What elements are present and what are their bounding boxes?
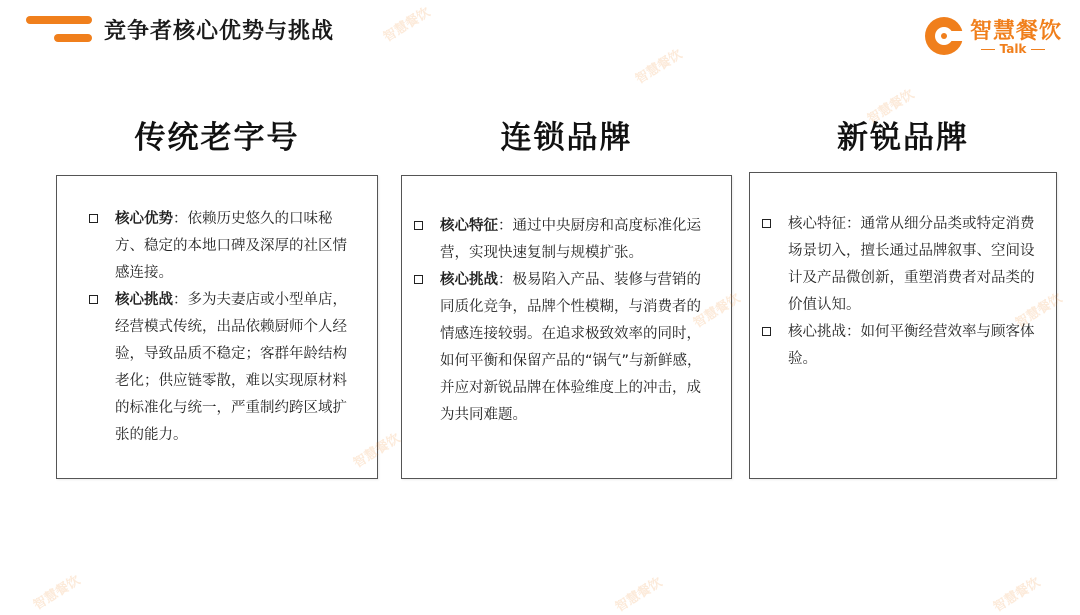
bullet-label: 核心优势 bbox=[115, 211, 173, 227]
column-title-traditional: 传统老字号 bbox=[134, 120, 300, 156]
accent-bar-top bbox=[26, 16, 92, 24]
checkbox-bullet-icon bbox=[762, 219, 771, 228]
bullet-text: ：通过中央厨房和高度标准化运营，实现快速复制与规模扩张。 bbox=[440, 218, 701, 261]
logo-mark-icon bbox=[922, 14, 966, 58]
bullet-text: ：如何平衡经营效率与顾客体验。 bbox=[788, 324, 1035, 367]
watermark: 智慧餐饮 bbox=[613, 575, 666, 615]
card-emerging bbox=[749, 172, 1057, 479]
watermark: 智慧餐饮 bbox=[865, 87, 918, 128]
list-item bbox=[762, 319, 1038, 373]
bullet-list bbox=[89, 206, 349, 449]
accent-bar-bottom bbox=[54, 34, 92, 42]
watermark: 智慧餐饮 bbox=[991, 575, 1044, 615]
brand-logo bbox=[922, 10, 1062, 60]
list-item bbox=[89, 206, 349, 287]
bullet-label: 核心挑战 bbox=[788, 324, 846, 340]
list-item bbox=[89, 287, 349, 449]
bullet-text: ：通常从细分品类或特定消费场景切入，擅长通过品牌叙事、空间设计及产品微创新，重塑消费者对品类的价值认知。 bbox=[788, 216, 1035, 313]
bullet-text: ：多为夫妻店或小型单店，经营模式传统，出品依赖厨师个人经验，导致品质不稳定；客群年龄结构老化；供应链零散，难以实现原材料的标准化与统一，严重制约跨区域扩张的能力。 bbox=[115, 292, 347, 443]
checkbox-bullet-icon bbox=[762, 327, 771, 336]
column-title-emerging: 新锐品牌 bbox=[837, 120, 969, 156]
logo-subtitle: Talk bbox=[970, 42, 1056, 56]
bullet-text: ：极易陷入产品、装修与营销的同质化竞争，品牌个性模糊，与消费者的情感连接较弱。在追求极致效率的同时，如何平衡和保留产品的“锅气”与新鲜感，并应对新锐品牌在体验维度上的冲击，成为共同难题。 bbox=[440, 272, 702, 423]
checkbox-bullet-icon bbox=[414, 221, 423, 230]
card-chain bbox=[401, 175, 732, 479]
bullet-label: 核心挑战 bbox=[115, 292, 173, 308]
header-accent-bars bbox=[26, 16, 92, 44]
column-title-chain: 连锁品牌 bbox=[500, 120, 633, 156]
bullet-list bbox=[414, 213, 713, 429]
bullet-list bbox=[762, 211, 1038, 373]
list-item bbox=[762, 211, 1038, 319]
watermark: 智慧餐饮 bbox=[381, 5, 434, 46]
checkbox-bullet-icon bbox=[414, 275, 423, 284]
checkbox-bullet-icon bbox=[89, 295, 98, 304]
logo-name: 智慧餐饮 bbox=[970, 19, 1063, 44]
watermark: 智慧餐饮 bbox=[31, 573, 84, 614]
card-traditional bbox=[56, 175, 378, 479]
watermark: 智慧餐饮 bbox=[633, 47, 686, 88]
bullet-label: 核心挑战 bbox=[440, 272, 498, 288]
page-title: 竞争者核心优势与挑战 bbox=[104, 19, 335, 44]
bullet-text: ：依赖历史悠久的口味秘方、稳定的本地口碑及深厚的社区情感连接。 bbox=[115, 211, 347, 281]
checkbox-bullet-icon bbox=[89, 214, 98, 223]
bullet-label: 核心特征 bbox=[440, 218, 498, 234]
list-item bbox=[414, 267, 713, 429]
bullet-label: 核心特征 bbox=[788, 216, 846, 232]
list-item bbox=[414, 213, 713, 267]
